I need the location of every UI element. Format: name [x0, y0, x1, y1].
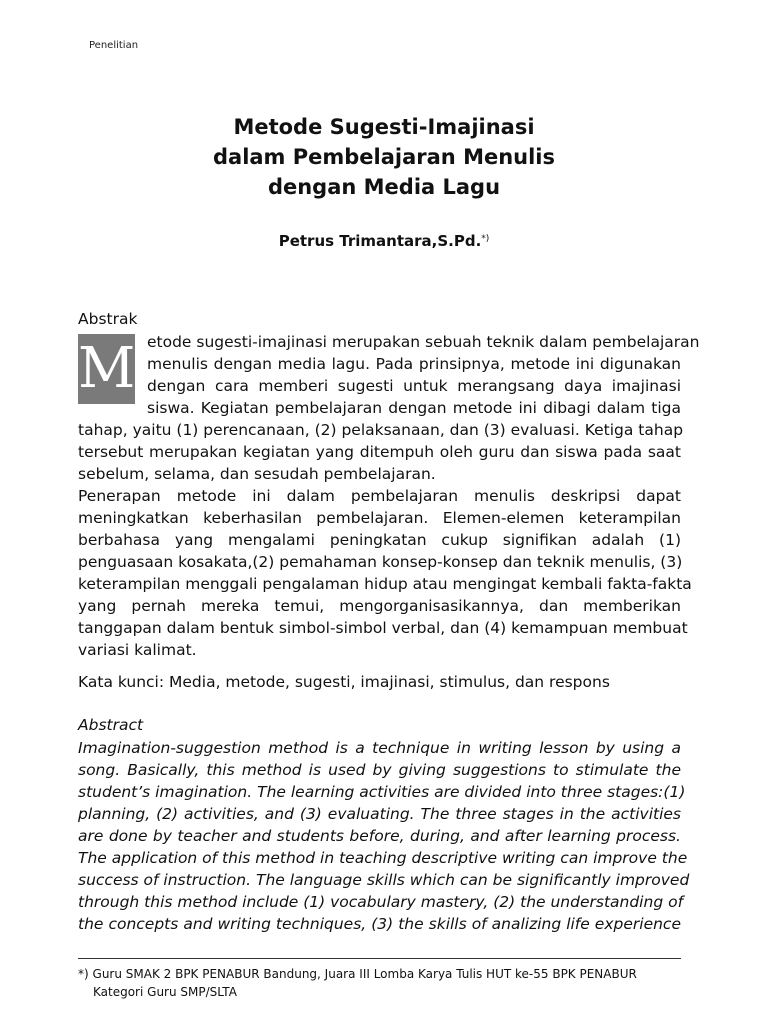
- footnote-text: Guru SMAK 2 BPK PENABUR Bandung, Juara III Lomba Karya Tulis HUT ke-55 BPK PENABUR: [92, 967, 637, 981]
- abstract-line: through this method include (1) vocabulary mastery, (2) the understanding of: [78, 893, 684, 911]
- footnote-line: [78, 966, 637, 983]
- abstrak-line: keterampilan menggali pengalaman hidup atau mengingat kembali fakta-fakta: [78, 575, 692, 593]
- title-line: Metode Sugesti-Imajinasi: [233, 115, 535, 139]
- footnote-line: Kategori Guru SMP/SLTA: [93, 985, 237, 999]
- abstrak-line: etode sugesti-imajinasi merupakan sebuah teknik dalam pembelajaran: [147, 333, 700, 351]
- title-line: dengan Media Lagu: [267, 175, 501, 199]
- abstrak-line: siswa. Kegiatan pembelajaran dengan metode ini dibagi dalam tiga: [147, 399, 681, 417]
- abstrak-line: berbahasa yang mengalami peningkatan cukup signifikan adalah (1): [78, 531, 681, 549]
- abstrak-line: yang pernah mereka temui, mengorganisasikannya, dan memberikan: [78, 597, 681, 615]
- author-footnote-mark: *): [481, 234, 490, 244]
- abstract-line: The application of this method in teaching descriptive writing can improve the: [78, 849, 688, 867]
- article-title: [0, 112, 768, 202]
- abstrak-line: tanggapan dalam bentuk simbol-simbol verbal, dan (4) kemampuan membuat: [78, 619, 688, 637]
- abstract-line: success of instruction. The language skills which can be significantly improved: [78, 871, 690, 889]
- drop-cap: M: [78, 334, 135, 404]
- abstrak-line: variasi kalimat.: [78, 641, 197, 659]
- keywords: Kata kunci: Media, metode, sugesti, imajinasi, stimulus, dan respons: [78, 673, 610, 691]
- abstrak-line: menulis dengan media lagu. Pada prinsipnya, metode ini digunakan: [147, 355, 681, 373]
- abstrak-line: dengan cara memberi sugesti untuk merangsang daya imajinasi: [147, 377, 681, 395]
- abstract-line: the concepts and writing techniques, (3) the skills of analizing life experience: [78, 915, 681, 933]
- abstrak-line: penguasaan kosakata,(2) pemahaman konsep-konsep dan teknik menulis, (3): [78, 553, 683, 571]
- abstrak-line: sebelum, selama, dan sesudah pembelajaran.: [78, 465, 436, 483]
- abstrak-line: tersebut merupakan kegiatan yang ditempuh oleh guru dan siswa pada saat: [78, 443, 681, 461]
- title-line: dalam Pembelajaran Menulis: [212, 145, 556, 169]
- abstract-line: are done by teacher and students before, during, and after learning process.: [78, 827, 681, 845]
- footnote-mark: *): [78, 967, 89, 981]
- footnote-divider: [78, 958, 681, 959]
- abstract-heading: Abstract: [78, 716, 144, 734]
- author-name: Petrus Trimantara,S.Pd.: [278, 232, 482, 250]
- abstrak-line: tahap, yaitu (1) perencanaan, (2) pelaksanaan, dan (3) evaluasi. Ketiga tahap: [78, 421, 684, 439]
- author-line: [0, 232, 768, 250]
- abstract-line: planning, (2) activities, and (3) evaluating. The three stages in the activities: [78, 805, 681, 823]
- running-head: Penelitian: [89, 40, 139, 51]
- abstrak-line: meningkatkan keberhasilan pembelajaran. Elemen-elemen keterampilan: [78, 509, 681, 527]
- abstract-line: student’s imagination. The learning activities are divided into three stages:(1): [78, 783, 686, 801]
- abstract-line: Imagination-suggestion method is a technique in writing lesson by using a: [78, 739, 681, 757]
- abstrak-heading: Abstrak: [78, 310, 138, 328]
- abstract-line: song. Basically, this method is used by giving suggestions to stimulate the: [78, 761, 681, 779]
- abstrak-line: Penerapan metode ini dalam pembelajaran menulis deskripsi dapat: [78, 487, 681, 505]
